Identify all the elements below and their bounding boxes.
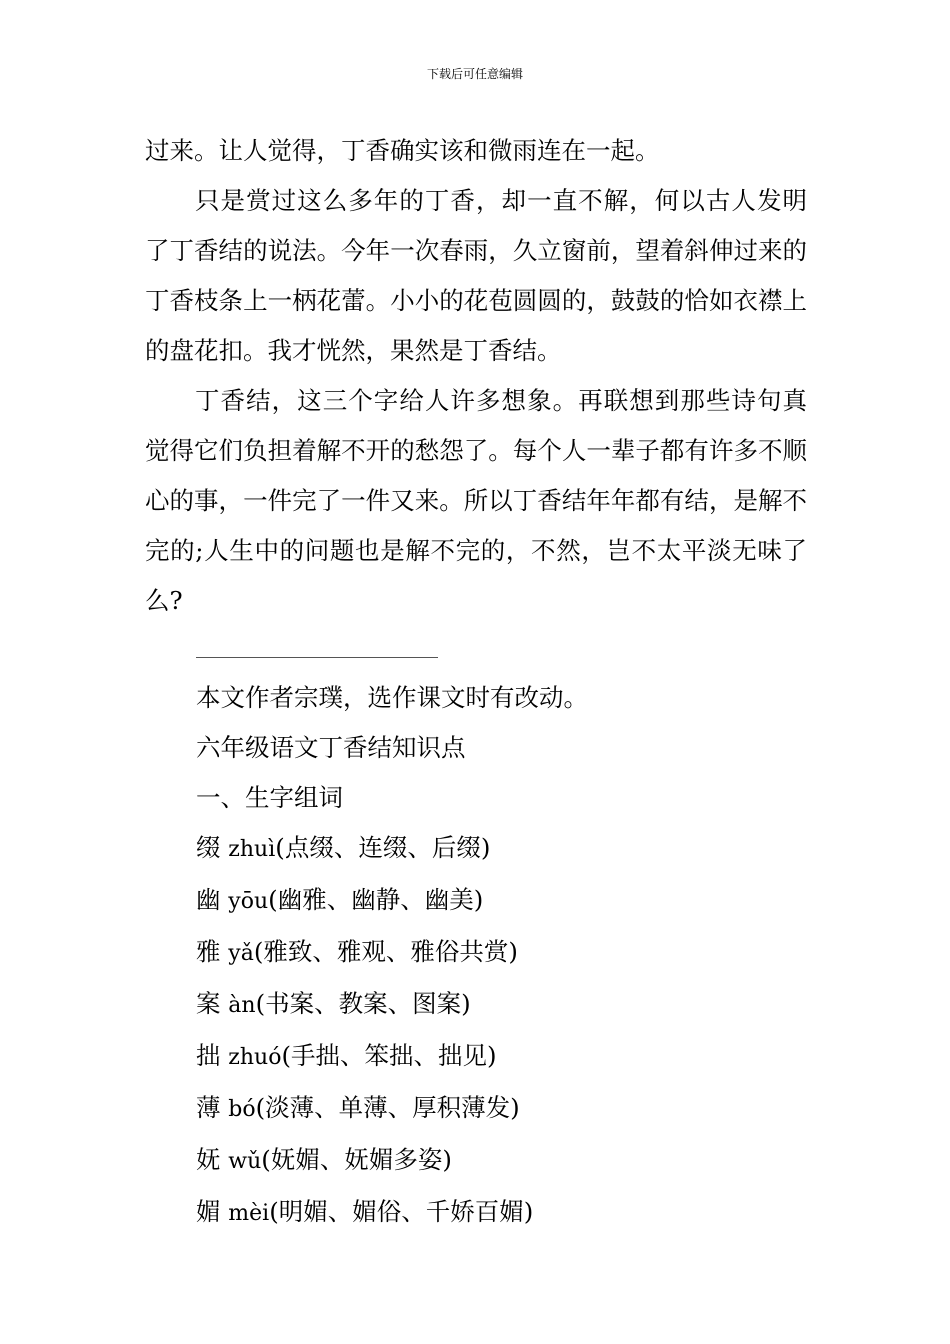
vocab-pinyin: zhuì — [228, 837, 276, 862]
vocab-words: (明媚、媚俗、千娇百媚) — [269, 1197, 534, 1226]
vocab-char: 案 — [196, 989, 221, 1018]
vocab-item — [196, 1187, 816, 1239]
vocab-item — [196, 1135, 816, 1187]
vocab-pinyin: àn — [228, 993, 256, 1018]
vocab-char: 拙 — [196, 1041, 221, 1070]
section-title: 六年级语文丁香结知识点 — [196, 733, 466, 762]
vocab-pinyin: mèi — [228, 1201, 270, 1226]
vocab-words: (淡薄、单薄、厚积薄发) — [255, 1093, 520, 1122]
vocab-char: 薄 — [196, 1093, 221, 1122]
vocab-char: 雅 — [196, 937, 221, 966]
vocab-pinyin: yōu — [228, 889, 269, 914]
vocab-words: (幽雅、幽静、幽美) — [268, 885, 484, 914]
author-note: 本文作者宗璞，选作课文时有改动。 — [196, 683, 588, 712]
vocab-words: (手拙、笨拙、拙见) — [281, 1041, 497, 1070]
vocab-words: (妩媚、妩媚多姿) — [261, 1145, 452, 1174]
vocab-char: 媚 — [196, 1197, 221, 1226]
vocab-item — [196, 1083, 816, 1135]
vocab-char: 妩 — [196, 1145, 221, 1174]
vocab-pinyin: wǔ — [228, 1149, 262, 1174]
page-header: 下载后可任意编辑 — [426, 67, 523, 81]
vocab-pinyin: zhuó — [228, 1045, 282, 1070]
section-subtitle: 一、生字组词 — [196, 783, 343, 812]
vocab-pinyin: yǎ — [228, 941, 254, 966]
body-text — [145, 126, 807, 626]
footnote-divider — [196, 657, 438, 658]
paragraph: 丁香结，这三个字给人许多想象。再联想到那些诗句真觉得它们负担着解不开的愁怨了。每个人一辈子都有许多不顺心的事，一件完了一件又来。所以丁香结年年都有结，是解不完的;人生中的问题也是解不完的，不然，岂不太平淡无味了么? — [145, 386, 807, 615]
vocab-words: (书案、教案、图案) — [255, 989, 471, 1018]
vocab-words: (点缀、连缀、后缀) — [275, 833, 491, 862]
vocab-item — [196, 1031, 816, 1083]
paragraph: 过来。让人觉得，丁香确实该和微雨连在一起。 — [145, 136, 660, 165]
vocab-item — [196, 875, 816, 927]
vocab-char: 缀 — [196, 833, 221, 862]
paragraph: 只是赏过这么多年的丁香，却一直不解，何以古人发明了丁香结的说法。今年一次春雨，久立窗前，望着斜伸过来的丁香枝条上一柄花蕾。小小的花苞圆圆的，鼓鼓的恰如衣襟上的盘花扣。我才恍然，果然是丁香结。 — [145, 186, 807, 365]
vocab-item — [196, 927, 816, 979]
vocab-pinyin: bó — [228, 1097, 256, 1122]
vocab-item — [196, 979, 816, 1031]
notes-section — [196, 673, 816, 1239]
vocab-item — [196, 823, 816, 875]
vocab-char: 幽 — [196, 885, 221, 914]
vocab-words: (雅致、雅观、雅俗共赏) — [253, 937, 518, 966]
